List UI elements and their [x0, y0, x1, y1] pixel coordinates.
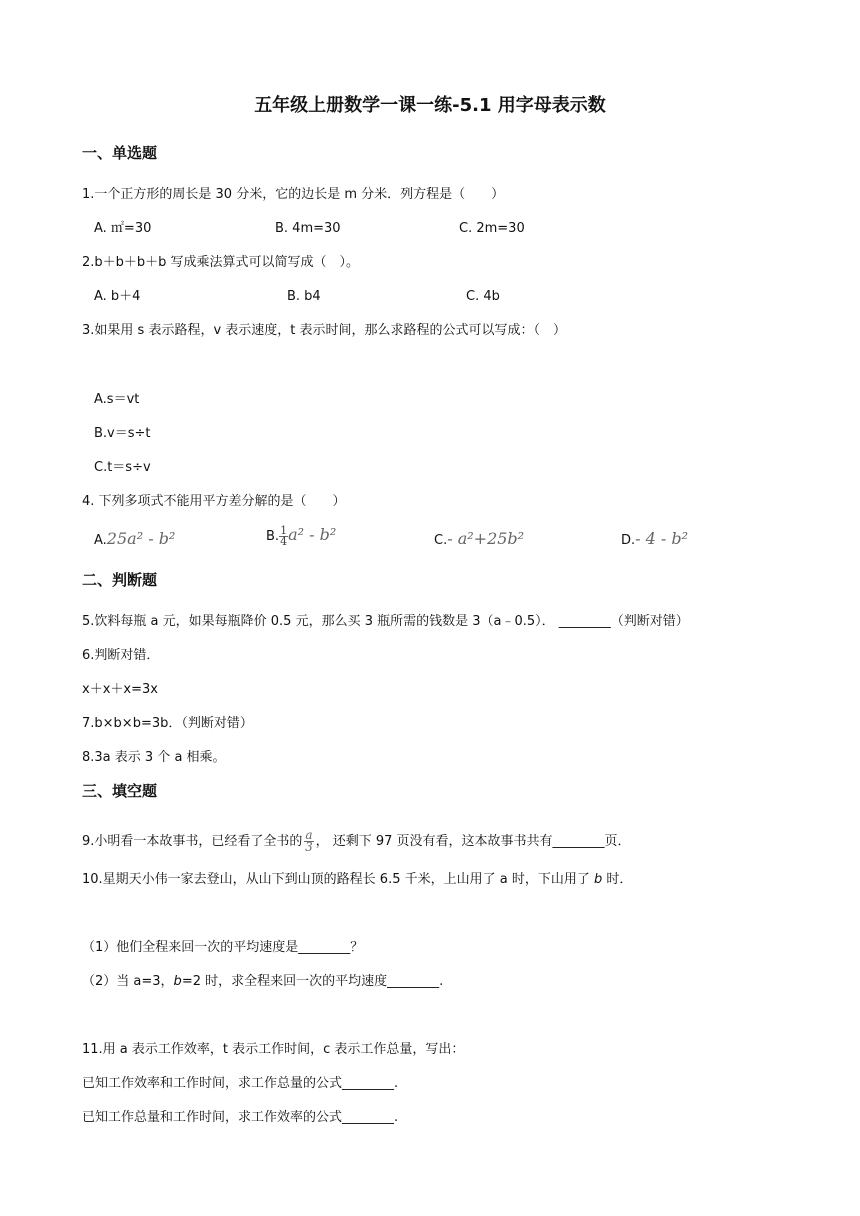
question-1-stem: 1.一个正方形的周长是 30 分米，它的边长是 m 分米．列方程是（ ） — [82, 187, 505, 202]
question-2-option-b[interactable]: B. b4 — [287, 289, 321, 304]
question-6-stem: 6.判断对错． — [82, 648, 160, 663]
section-heading-true-false: 二、判断题 — [82, 571, 158, 589]
question-8: 8.3a 表示 3 个 a 相乘。 — [82, 750, 226, 765]
section-heading-fill-blank: 三、填空题 — [82, 782, 158, 800]
question-9-fraction: $\frac{a}{3}$ — [305, 828, 313, 854]
question-9 — [82, 830, 631, 853]
option-b-expression: a² - b² — [288, 525, 337, 544]
question-6-expression: x＋x＋x=3x — [82, 682, 158, 697]
section-heading-single-choice: 一、单选题 — [82, 144, 158, 162]
question-10-part-1: （1）他们全程来回一次的平均速度是________？ — [82, 940, 364, 955]
option-label: A. — [94, 533, 107, 548]
question-7: 7.b×b×b=3b．（判断对错） — [82, 716, 253, 731]
question-4-option-d[interactable] — [621, 530, 688, 550]
question-1-option-b[interactable]: B. 4m=30 — [275, 221, 341, 236]
question-5: 5.饮料每瓶 a 元，如果每瓶降价 0.5 元，那么买 3 瓶所需的钱数是 3（a﹣0.5）． ________（判断对错） — [82, 614, 689, 629]
question-4-stem: 4. 下列多项式不能用平方差分解的是（ ） — [82, 494, 346, 509]
question-11-stem: 11.用 a 表示工作效率，t 表示工作时间，c 表示工作总量，写出： — [82, 1042, 465, 1057]
question-2-option-c[interactable]: C. 4b — [466, 289, 500, 304]
question-4-option-b[interactable] — [266, 526, 336, 547]
option-d-expression: - 4 - b² — [635, 529, 689, 548]
question-3-option-a[interactable]: A.s＝vt — [94, 392, 140, 407]
question-1-option-c[interactable]: C. 2m=30 — [459, 221, 525, 236]
option-c-expression: - a²+25b² — [447, 529, 525, 548]
option-b-fraction: $\frac{1}{4}$ — [280, 524, 288, 548]
question-3-option-b[interactable]: B.v＝s÷t — [94, 426, 151, 441]
question-1-option-a[interactable]: A. ㎡=30 — [94, 221, 152, 236]
question-4-option-c[interactable] — [434, 530, 524, 550]
question-3-option-c[interactable]: C.t＝s÷v — [94, 460, 151, 475]
question-2-stem: 2.b＋b＋b＋b 写成乘法算式可以简写成（ ）。 — [82, 255, 360, 270]
question-10-part-2: （2）当 a=3，b=2 时，求全程来回一次的平均速度________. — [82, 974, 444, 989]
option-label: D. — [621, 533, 636, 548]
question-4-option-a[interactable] — [94, 530, 175, 550]
page-title: 五年级上册数学一课一练-5.1 用字母表示数 — [254, 95, 606, 116]
option-a-expression: 25a² - b² — [106, 529, 176, 548]
question-3-stem: 3.如果用 s 表示路程，v 表示速度，t 表示时间，那么求路程的公式可以写成：（ ） — [82, 323, 566, 338]
option-label: C. — [434, 533, 448, 548]
question-11-line-1: 已知工作效率和工作时间，求工作总量的公式________. — [82, 1076, 399, 1091]
question-9-post: ， 还剩下 97 页没有看，这本故事书共有________页． — [315, 834, 631, 849]
question-10-stem: 10.星期天小伟一家去登山，从山下到山顶的路程长 6.5 千米，上山用了 a 时，下山用了 b 时． — [82, 872, 633, 887]
question-9-pre: 9.小明看一本故事书，已经看了全书的 — [82, 834, 303, 849]
option-label: B. — [266, 529, 280, 544]
question-2-option-a[interactable]: A. b＋4 — [94, 289, 141, 304]
question-11-line-2: 已知工作总量和工作时间，求工作效率的公式________. — [82, 1110, 399, 1125]
